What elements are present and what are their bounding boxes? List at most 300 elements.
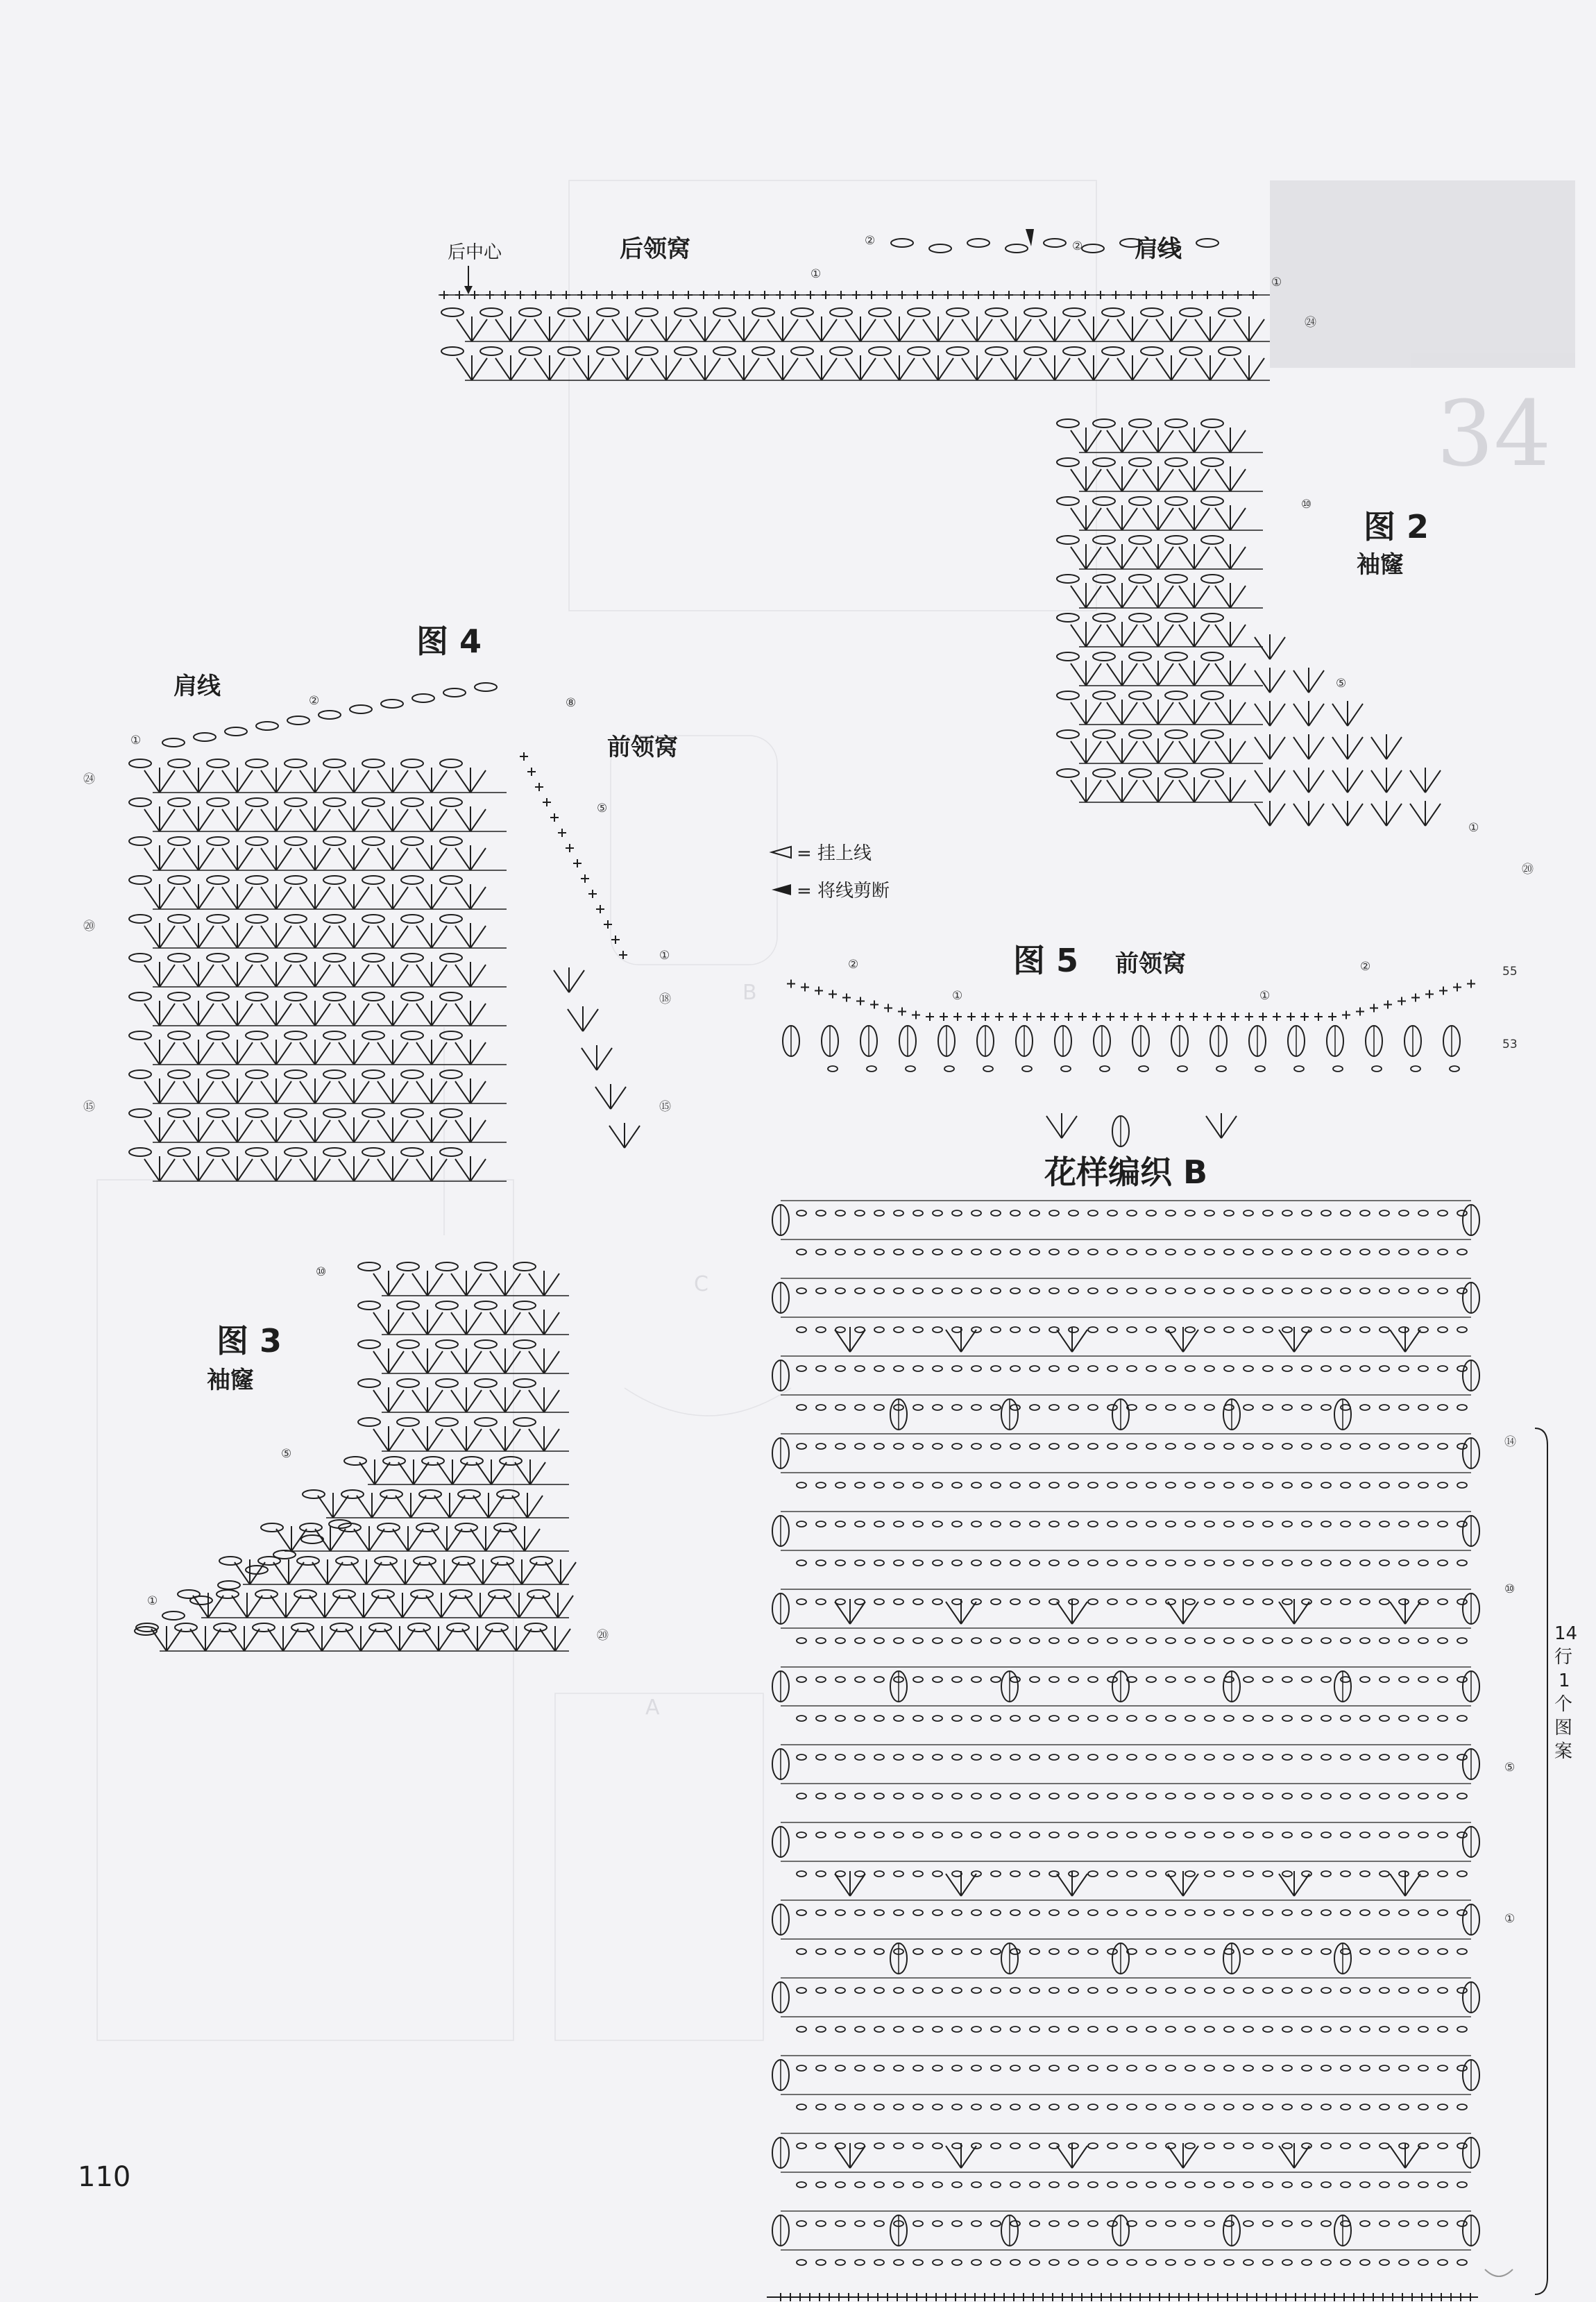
- fig4-fan-stitch: [261, 1078, 291, 1103]
- fig2-fan-stitch: [1195, 355, 1225, 380]
- fig5-neck-sc: [787, 980, 795, 988]
- fig2-leaf-stitch: [519, 347, 541, 355]
- fig2-fan-stitch: [1234, 355, 1264, 380]
- pattern-b-chain: [835, 1832, 845, 1838]
- fig4-fan-stitch: [261, 923, 291, 948]
- pattern-b-chain: [894, 2260, 903, 2265]
- pattern-b-chain: [1263, 1327, 1273, 1332]
- pattern-b-chain: [991, 2026, 1001, 2032]
- fig2-armhole-fan: [1293, 801, 1324, 826]
- pattern-b-chain: [1399, 1521, 1409, 1527]
- fig2-armhole-fan: [1293, 668, 1324, 693]
- svg-text:②: ②: [1360, 960, 1371, 974]
- pattern-b-chain: [797, 1754, 806, 1760]
- fig2-leaf-stitch: [1129, 458, 1151, 466]
- fig2-armhole-fan: [1293, 768, 1324, 793]
- pattern-b-chain: [797, 2260, 806, 2265]
- pattern-b-chain: [1418, 1677, 1428, 1682]
- pattern-b-chain: [1107, 1560, 1117, 1566]
- fig4-fan-stitch: [339, 1156, 369, 1181]
- pattern-b-chain: [797, 1521, 806, 1527]
- pattern-b-chain: [1069, 2143, 1078, 2149]
- fig3-fan-stitch: [490, 1310, 520, 1335]
- pattern-b-chain: [1088, 2221, 1098, 2226]
- fig2-armhole-fan: [1255, 668, 1285, 693]
- pattern-b-chain: [933, 1638, 942, 1643]
- pattern-b-chain: [1224, 1599, 1234, 1605]
- pattern-b-chain: [1069, 1405, 1078, 1410]
- pattern-b-chain: [1399, 1249, 1409, 1255]
- fig5-neck-sc: [884, 1004, 892, 1013]
- fig4-shoulder-leaf: [381, 700, 403, 708]
- pattern-b-chain: [1399, 1832, 1409, 1838]
- pattern-b-chain: [816, 2026, 826, 2032]
- pattern-b-chain: [874, 1521, 884, 1527]
- pattern-b-chain: [1107, 2182, 1117, 2187]
- pattern-b-mid-puff: [1223, 1671, 1240, 1702]
- pattern-b-chain: [1088, 1482, 1098, 1488]
- fig4-fan-stitch: [222, 1001, 253, 1026]
- pattern-b-fan: [1168, 2143, 1198, 2168]
- fig5-neck-sc: [967, 1013, 976, 1021]
- pattern-b-chain: [1438, 1949, 1448, 1954]
- fig2-fan-stitch: [1143, 466, 1173, 491]
- pattern-b-chain: [835, 1716, 845, 1721]
- pattern-b-chain: [1166, 1871, 1175, 1877]
- pattern-b-chain: [1399, 1560, 1409, 1566]
- pattern-b-chain: [1224, 1871, 1234, 1877]
- pattern-b-chain: [1049, 1249, 1059, 1255]
- pattern-b-chain: [1302, 1871, 1311, 1877]
- fig2-leaf-stitch: [1201, 536, 1223, 544]
- pattern-b-chain: [1263, 1988, 1273, 1993]
- pattern-b-chain: [1166, 1793, 1175, 1799]
- svg-text:⑧: ⑧: [566, 696, 577, 710]
- fig4-shoulder-leaf: [162, 738, 185, 747]
- fig5-neckline: [783, 980, 1475, 1147]
- pattern-b-chain: [1360, 1210, 1370, 1216]
- fig3-leaf-stitch: [255, 1590, 278, 1598]
- pattern-b-chain: [816, 1716, 826, 1721]
- fig2-leaf-stitch: [830, 347, 852, 355]
- pattern-b-chain: [1010, 1949, 1020, 1954]
- pattern-b-chain: [1263, 2065, 1273, 2071]
- fig2-back-center-label: 后中心: [448, 242, 502, 263]
- fig2-leaf-stitch: [1201, 769, 1223, 777]
- fig4-leaf-stitch: [246, 759, 268, 768]
- fig4-leaf-stitch: [440, 1148, 462, 1156]
- pattern-b-chain: [894, 1910, 903, 1915]
- pattern-b-chain: [894, 2065, 903, 2071]
- fig4-leaf-stitch: [440, 992, 462, 1001]
- pattern-b-chain: [1205, 2221, 1214, 2226]
- pattern-b-chain: [1146, 1988, 1156, 1993]
- fig2-fan-stitch: [651, 316, 681, 341]
- pattern-b-chain: [1282, 1832, 1292, 1838]
- fig2-fan-stitch: [1078, 355, 1109, 380]
- pattern-b-chain: [1302, 2104, 1311, 2110]
- pattern-b-chain: [1321, 1482, 1331, 1488]
- fig3-leaf-stitch: [358, 1340, 380, 1348]
- pattern-b-chain: [1030, 1871, 1039, 1877]
- fig2-fan-stitch: [767, 355, 798, 380]
- fig4-leaf-stitch: [440, 798, 462, 806]
- fig4-fan-stitch: [222, 1078, 253, 1103]
- pattern-b-chain: [1282, 1288, 1292, 1294]
- fig2-fan-stitch: [1107, 622, 1137, 647]
- fig2-back-neck-label: 后领窝: [620, 235, 690, 263]
- pattern-b-chain: [1418, 1638, 1428, 1643]
- fig3-leaf-stitch: [416, 1523, 439, 1532]
- fig3-leaf-stitch: [494, 1523, 516, 1532]
- pattern-b-chain: [816, 1949, 826, 1954]
- fig4-leaf-stitch: [168, 876, 190, 884]
- fig4-fan-stitch: [339, 1078, 369, 1103]
- svg-text:⑮: ⑮: [83, 1100, 95, 1114]
- fig2-shoulder-leaf: [1196, 239, 1219, 247]
- pattern-b-chain: [1263, 1521, 1273, 1527]
- pattern-b-chain: [1146, 1444, 1156, 1449]
- fig4-neck-sc: [520, 752, 528, 761]
- pattern-b-chain: [855, 2182, 865, 2187]
- pattern-b-chain: [913, 1677, 923, 1682]
- fig2-leaf-stitch: [1129, 536, 1151, 544]
- fig2-fan-stitch: [612, 355, 643, 380]
- fig4-leaf-stitch: [246, 1031, 268, 1040]
- fig3-leaf-stitch: [475, 1340, 497, 1348]
- fig2-fan-stitch: [1215, 466, 1246, 491]
- pattern-b-chain: [1282, 2104, 1292, 2110]
- pattern-b-chain: [1418, 1366, 1428, 1371]
- pattern-b-chain: [991, 1210, 1001, 1216]
- pattern-b-chain: [797, 1327, 806, 1332]
- pattern-b-chain: [1107, 2026, 1117, 2032]
- fig4-shoulder-leaf: [194, 733, 216, 741]
- pattern-b-chain: [913, 1832, 923, 1838]
- pattern-b-row-markers: [1504, 1435, 1516, 1926]
- fig2-leaf-stitch: [1201, 730, 1223, 738]
- fig4-fan-stitch: [416, 1156, 447, 1181]
- pattern-b-chain: [1127, 1444, 1137, 1449]
- pattern-b-chain: [1224, 1716, 1234, 1721]
- pattern-b-chain: [991, 1793, 1001, 1799]
- fig2-fan-stitch: [1179, 466, 1209, 491]
- fig3-stitch-grid: [135, 1262, 576, 1651]
- fig4-shoulder-leaf: [287, 716, 309, 725]
- fig2-fan-stitch: [1234, 316, 1264, 341]
- pattern-b-edge-puff: [1463, 1516, 1479, 1546]
- pattern-b-chain: [855, 1677, 865, 1682]
- fig3-fan-stitch: [451, 1426, 482, 1451]
- fig3-edge-leaf: [162, 1611, 185, 1620]
- fig3-leaf-stitch: [358, 1379, 380, 1387]
- pattern-b-chain: [1205, 1871, 1214, 1877]
- pattern-b-chain: [1321, 1210, 1331, 1216]
- pattern-b-chain: [971, 1910, 981, 1915]
- fig3-edge-leaf: [246, 1566, 268, 1574]
- pattern-b-chain: [1049, 1754, 1059, 1760]
- pattern-b-chain: [933, 1210, 942, 1216]
- fig2-fan-stitch: [1071, 738, 1101, 763]
- pattern-b-chain: [971, 1444, 981, 1449]
- pattern-b-chain: [1302, 1754, 1311, 1760]
- fig5-chain: [944, 1066, 954, 1072]
- fig4-fan-stitch: [300, 1001, 330, 1026]
- svg-text:1: 1: [1559, 1670, 1570, 1691]
- fig2-fan-stitch: [729, 316, 759, 341]
- pattern-b-chain: [1263, 1910, 1273, 1915]
- fig2-armhole-fan: [1371, 734, 1402, 759]
- pattern-b-chain: [1049, 1949, 1059, 1954]
- fig2-armhole-fan: [1293, 734, 1324, 759]
- pattern-b-chain: [1282, 1871, 1292, 1877]
- pattern-b-chain: [933, 1949, 942, 1954]
- pattern-b-chain: [1185, 2104, 1195, 2110]
- pattern-b-chain: [1049, 1910, 1059, 1915]
- page-corner-mark: [1485, 2269, 1513, 2276]
- pattern-b-chain: [971, 1366, 981, 1371]
- fig2-leaf-stitch: [1201, 691, 1223, 700]
- pattern-b-chain: [933, 2260, 942, 2265]
- pattern-b-chain: [1418, 1949, 1428, 1954]
- fig4-leaf-stitch: [246, 992, 268, 1001]
- fig4-leaf-stitch: [285, 992, 307, 1001]
- pattern-b-edge-puff: [1463, 1283, 1479, 1313]
- pattern-b-chain: [1107, 2104, 1117, 2110]
- pattern-b-edge-puff: [772, 1438, 789, 1469]
- fig4-leaf-stitch: [323, 1109, 346, 1117]
- pattern-b-chain: [1457, 2104, 1467, 2110]
- pattern-b-chain: [874, 1560, 884, 1566]
- fig2-leaf-stitch: [674, 308, 697, 316]
- fig2-leaf-stitch: [597, 308, 619, 316]
- fig3-leaf-stitch: [475, 1301, 497, 1310]
- fig4-fan-stitch: [144, 768, 175, 793]
- fig3-leaf-stitch: [513, 1418, 536, 1426]
- pattern-b-chain: [894, 1288, 903, 1294]
- fig2-fan-stitch: [495, 316, 526, 341]
- fig3-leaf-stitch: [261, 1523, 283, 1532]
- pattern-b-chain: [1069, 1599, 1078, 1605]
- fig5-neck-sc: [981, 1013, 990, 1021]
- pattern-b-chain: [1341, 2104, 1350, 2110]
- pattern-b-fan: [1390, 1599, 1420, 1624]
- fig2-shoulder-leaf: [1044, 239, 1066, 247]
- fig5-neck-sc: [801, 983, 809, 992]
- pattern-b-chain: [1166, 1677, 1175, 1682]
- pattern-b-chain: [1457, 2026, 1467, 2032]
- pattern-b-chain: [971, 1754, 981, 1760]
- pattern-b-chain: [1146, 2221, 1156, 2226]
- pattern-b-chain: [1010, 1910, 1020, 1915]
- fig5-chain: [1178, 1066, 1187, 1072]
- pattern-b-chain: [991, 1754, 1001, 1760]
- pattern-b-chain: [1341, 1327, 1350, 1332]
- fig4-fan-stitch: [416, 845, 447, 870]
- pattern-b-chain: [1127, 1560, 1137, 1566]
- pattern-b-chain: [1457, 2065, 1467, 2071]
- fig4-leaf-stitch: [168, 759, 190, 768]
- fig2-armhole-fan: [1371, 768, 1402, 793]
- pattern-b-chain: [1302, 1832, 1311, 1838]
- pattern-b-chain: [1379, 2182, 1389, 2187]
- fig2-leaf-stitch: [1057, 613, 1079, 622]
- fig3-leaf-stitch: [422, 1457, 444, 1465]
- pattern-b-chain: [1321, 1288, 1331, 1294]
- pattern-b-chain: [971, 1949, 981, 1954]
- pattern-b-edge-puff: [772, 2215, 789, 2246]
- pattern-b-chain: [1302, 1521, 1311, 1527]
- fig4-neck-sc: [573, 859, 581, 868]
- pattern-b-chain: [1185, 1444, 1195, 1449]
- fig4-leaf-stitch: [129, 837, 151, 845]
- figure-5: [783, 942, 1518, 1146]
- fig4-fan-stitch: [144, 845, 175, 870]
- pattern-b-chain: [1010, 1638, 1020, 1643]
- pattern-b-chain: [1030, 1327, 1039, 1332]
- figure-3: [135, 1262, 609, 1651]
- pattern-b-chain: [971, 1482, 981, 1488]
- fig4-leaf-stitch: [168, 837, 190, 845]
- fig4-fan-stitch: [377, 1001, 408, 1026]
- fig4-leaf-stitch: [362, 876, 384, 884]
- fig2-leaf-stitch: [1165, 613, 1187, 622]
- fig5-neck-sc: [1384, 1001, 1392, 1009]
- fig2-leaf-stitch: [1093, 769, 1115, 777]
- fig4-leaf-stitch: [401, 1109, 423, 1117]
- fig2-fan-stitch: [1215, 428, 1246, 452]
- pattern-b-chain: [952, 2221, 962, 2226]
- pattern-b-chain: [1205, 1754, 1214, 1760]
- pattern-b-chain: [835, 1210, 845, 1216]
- svg-text:⑤: ⑤: [1336, 677, 1347, 691]
- fig5-neck-sc: [940, 1013, 948, 1021]
- pattern-b-chain: [874, 2026, 884, 2032]
- fig4-leaf-stitch: [362, 915, 384, 923]
- pattern-b-chain: [1302, 1910, 1311, 1915]
- pattern-b-chain: [1088, 1366, 1098, 1371]
- fig2-leaf-stitch: [985, 308, 1008, 316]
- fig2-leaf-stitch: [1093, 691, 1115, 700]
- fig2-fan-stitch: [1117, 316, 1148, 341]
- pattern-b-chain: [1379, 1482, 1389, 1488]
- pattern-b-chain: [1243, 2104, 1253, 2110]
- fig2-leaf-stitch: [791, 308, 813, 316]
- pattern-b-chain: [1088, 2260, 1098, 2265]
- pattern-b-mid-puff: [1112, 1943, 1129, 1974]
- fig4-fan-stitch: [261, 845, 291, 870]
- fig3-leaf-stitch: [253, 1623, 275, 1632]
- pattern-b-chain: [1185, 1793, 1195, 1799]
- fig4-fan-stitch: [300, 1078, 330, 1103]
- fig3-fan-stitch: [451, 1310, 482, 1335]
- pattern-b-edge-puff: [772, 1593, 789, 1624]
- pattern-b-chain: [1282, 2221, 1292, 2226]
- fig5-neck-sc: [1300, 1013, 1309, 1021]
- pattern-b-chain: [1302, 1988, 1311, 1993]
- pattern-b-chain: [1360, 2260, 1370, 2265]
- pattern-b-chain: [1185, 1754, 1195, 1760]
- fig5-puff-stitch: [1249, 1026, 1266, 1056]
- pattern-b-chain: [1341, 1210, 1350, 1216]
- fig4-leaf-stitch: [129, 954, 151, 962]
- fig2-leaf-stitch: [1141, 308, 1163, 316]
- pattern-b-chain: [952, 2182, 962, 2187]
- pattern-b-chain: [1302, 1482, 1311, 1488]
- fig2-leaf-stitch: [1129, 613, 1151, 622]
- fig4-leaf-stitch: [285, 915, 307, 923]
- fig4-leaf-stitch: [323, 992, 346, 1001]
- fig4-shoulder-leaf: [256, 722, 278, 730]
- pattern-b-chain: [855, 1405, 865, 1410]
- pattern-b-chain: [1457, 1288, 1467, 1294]
- pattern-b-chain: [816, 1288, 826, 1294]
- svg-text:个: 个: [1554, 1694, 1573, 1715]
- pattern-b-chain: [1399, 1754, 1409, 1760]
- pattern-b-chain: [1243, 1405, 1253, 1410]
- pattern-b-chain: [1321, 1327, 1331, 1332]
- pattern-b-chain: [952, 1949, 962, 1954]
- pattern-b-edge-puff: [1463, 1438, 1479, 1469]
- pattern-b-chain: [1360, 1560, 1370, 1566]
- pattern-b-chain: [1205, 1249, 1214, 1255]
- pattern-b-fan: [835, 1871, 865, 1896]
- pattern-b-chain: [1166, 1327, 1175, 1332]
- fig2-leaf-stitch: [1180, 347, 1202, 355]
- fig2-fan-stitch: [690, 316, 720, 341]
- fig2-fan-stitch: [1179, 700, 1209, 725]
- pattern-b-chain: [797, 1793, 806, 1799]
- pattern-b-chain: [1049, 2065, 1059, 2071]
- pattern-b-chain: [1107, 1871, 1117, 1877]
- pattern-b-chain: [1224, 1482, 1234, 1488]
- pattern-b-chain: [855, 1638, 865, 1643]
- pattern-b-chain: [1360, 1482, 1370, 1488]
- pattern-b-chain: [991, 2260, 1001, 2265]
- pattern-b-chain: [1010, 1327, 1020, 1332]
- fig5-chain: [1333, 1066, 1343, 1072]
- pattern-b-chain: [1321, 2221, 1331, 2226]
- fig3-leaf-stitch: [330, 1623, 353, 1632]
- pattern-b-chain: [1107, 2260, 1117, 2265]
- fig2-leaf-stitch: [1129, 575, 1151, 583]
- pattern-b-chain: [1185, 1288, 1195, 1294]
- pattern-b-chain: [1166, 1210, 1175, 1216]
- pattern-b-chain: [1224, 1988, 1234, 1993]
- pattern-b-chain: [816, 2065, 826, 2071]
- pattern-b-chain: [991, 1599, 1001, 1605]
- pattern-b-chain: [1069, 1560, 1078, 1566]
- pattern-b-chain: [1224, 1249, 1234, 1255]
- fig2-fan-stitch: [1071, 661, 1101, 686]
- fig4-leaf-stitch: [323, 876, 346, 884]
- fig2-fan-stitch: [923, 316, 953, 341]
- pattern-b-chain: [1030, 2221, 1039, 2226]
- fig2-fan-stitch: [1001, 316, 1031, 341]
- fig3-leaf-stitch: [414, 1557, 436, 1565]
- pattern-b-chain: [1049, 1521, 1059, 1527]
- fig2-fan-stitch: [1215, 583, 1246, 608]
- fig4-leaf-stitch: [207, 1031, 229, 1040]
- pattern-b-chain: [1243, 1871, 1253, 1877]
- fig5-neck-sc: [1287, 1013, 1295, 1021]
- pattern-b-chain: [1341, 1521, 1350, 1527]
- pattern-b-chain: [1185, 1871, 1195, 1877]
- pattern-b-chain: [1146, 1638, 1156, 1643]
- pattern-b-chain: [1049, 1210, 1059, 1216]
- fig4-leaf-stitch: [401, 954, 423, 962]
- fig2-leaf-stitch: [1165, 691, 1187, 700]
